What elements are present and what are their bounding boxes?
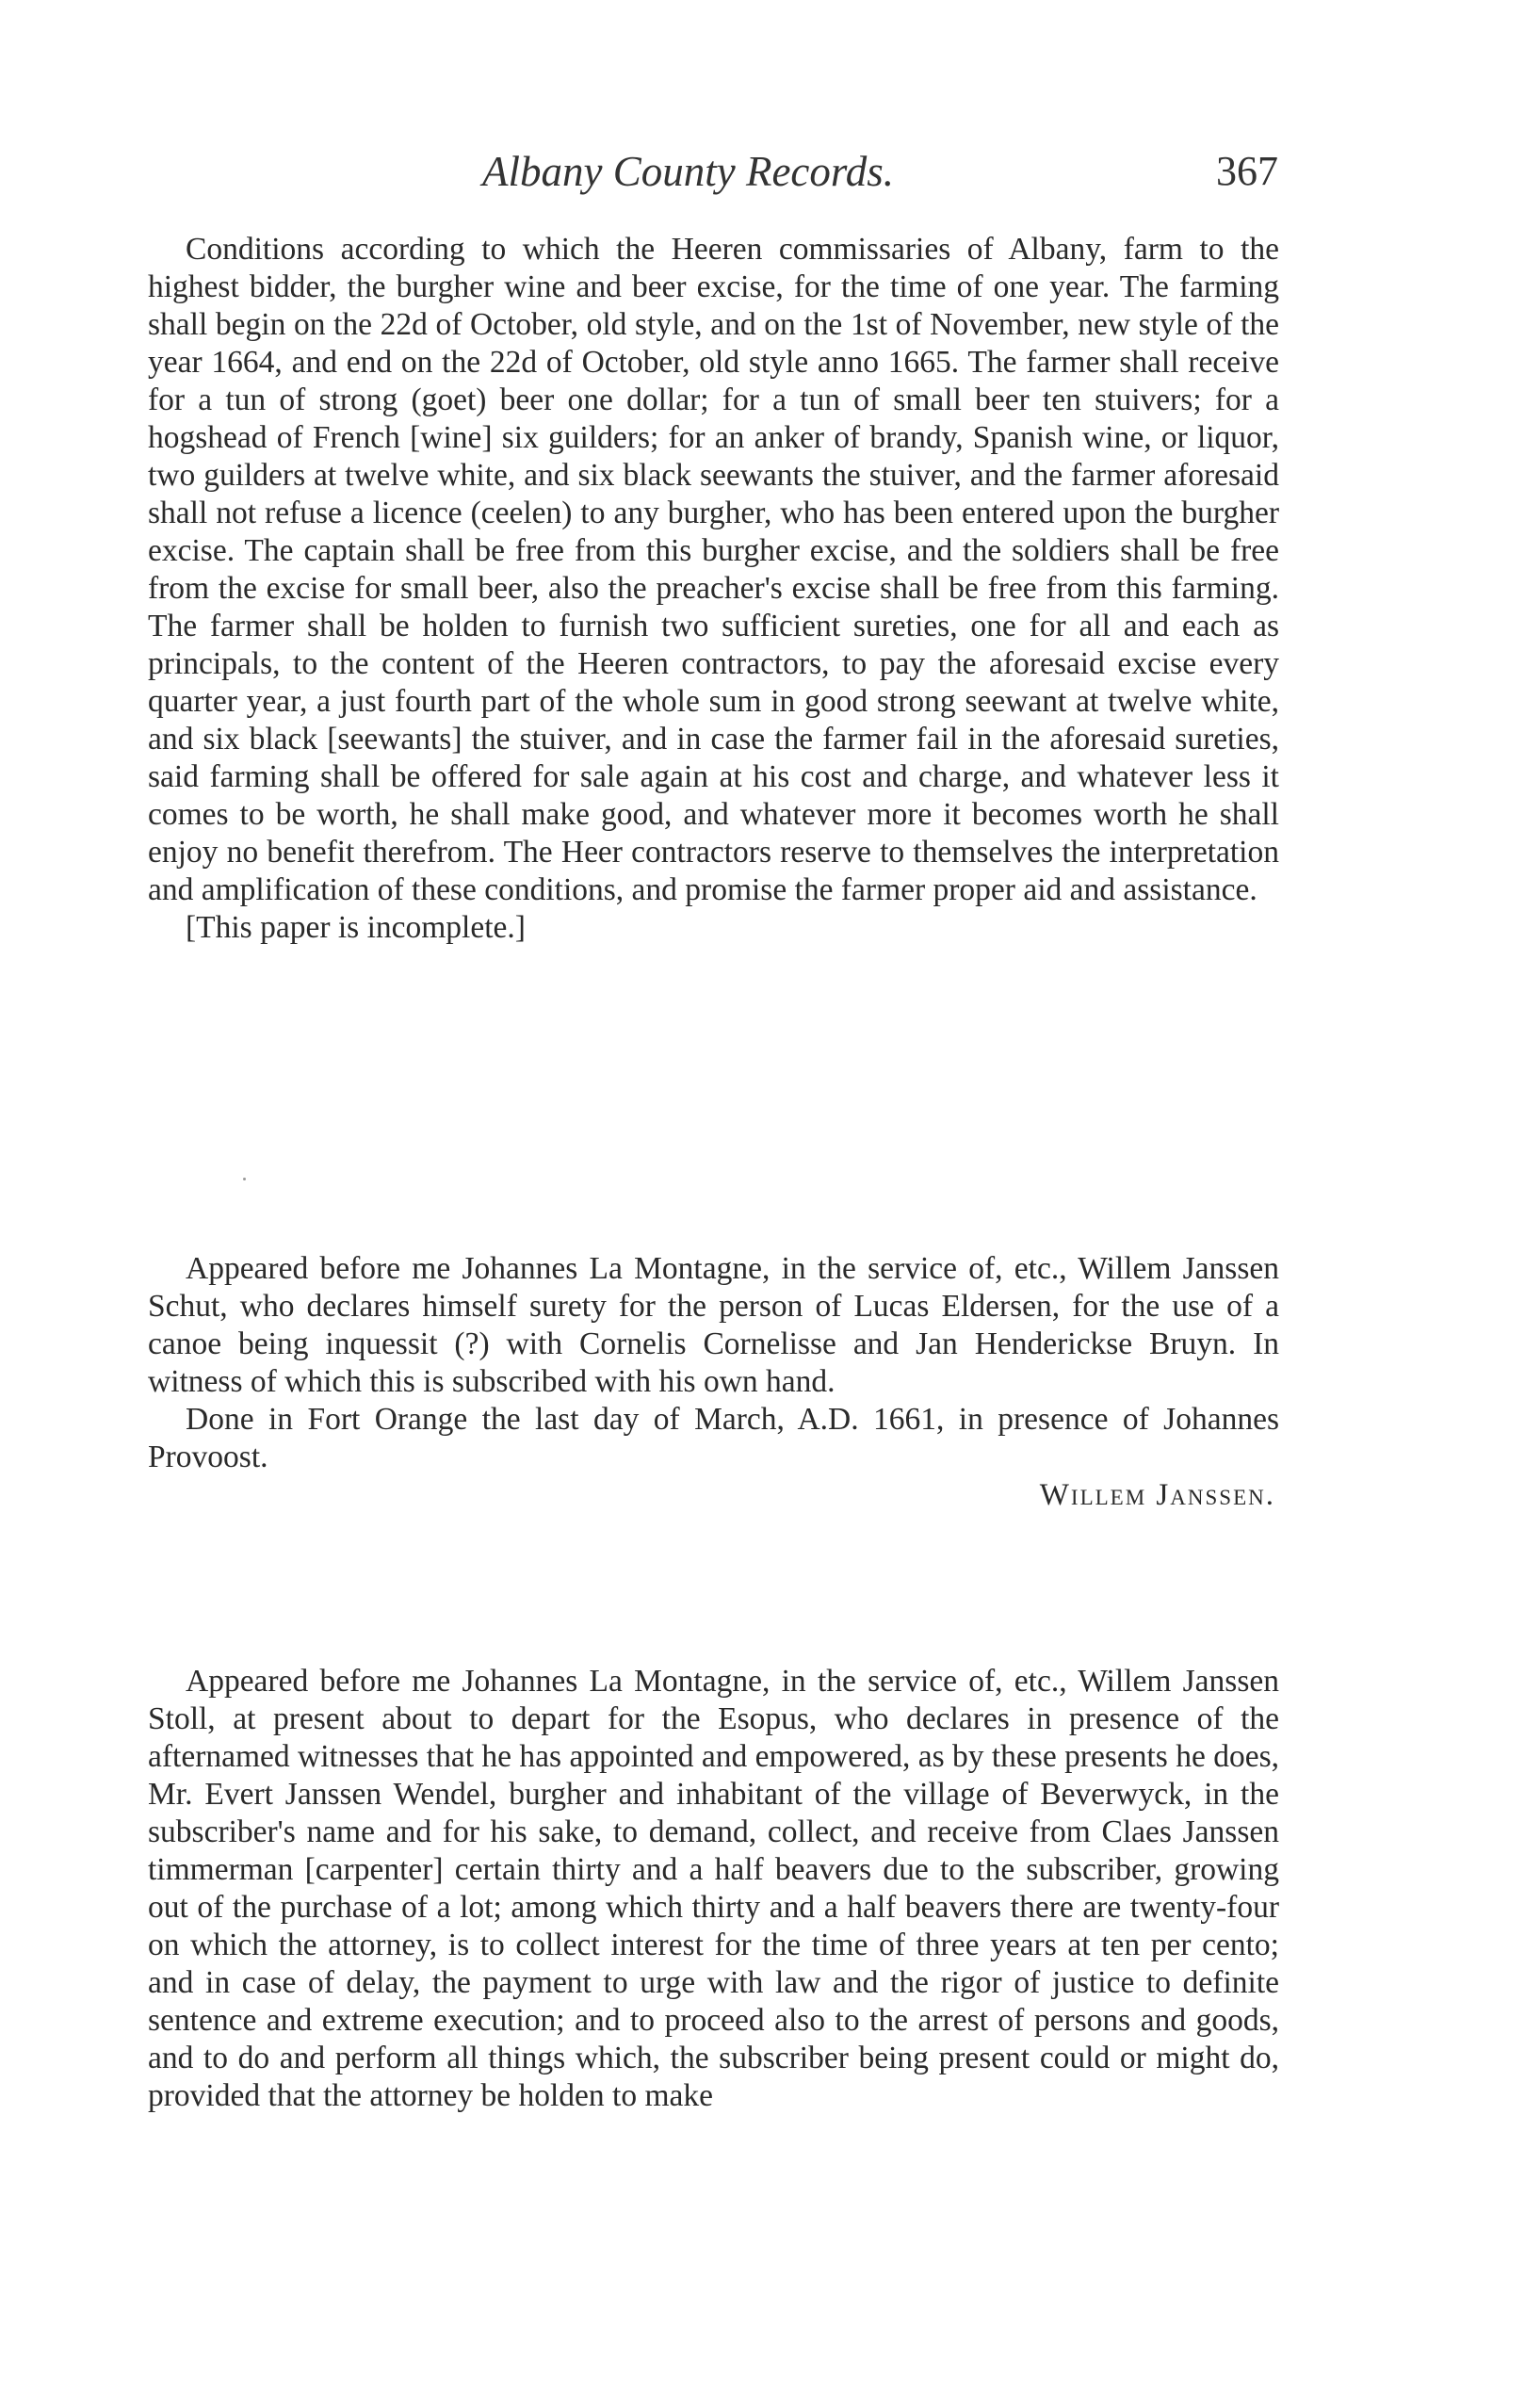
incomplete-note: [This paper is incomplete.] [186,910,526,945]
conditions-section [148,231,1279,947]
conditions-paragraph: Conditions according to which the Heeren commissaries of Albany, farm to the highest bidder, the burgher wine and beer excise, for the time of one year. The farming shall begin on the 22d of October, old style, and on the 1st of November, new style of the year 1664, and end on the 22d of October, old style anno 1665. The farmer shall receive for a tun of strong (goet) beer one dollar; for a tun of small beer ten stuivers; for a hogshead of French [wine] six guilders; for an anker of brandy, Spanish wine, or liquor, two guilders at twelve white, and six black seewants the stuiver, and the farmer aforesaid shall not refuse a licence (ceelen) to any burgher, who has been entered upon the burgher excise. The captain shall be free from this burgher excise, and the soldiers shall be free from the excise for small beer, also the preacher's excise shall be free from this farming. The farmer shall be holden to furnish two sufficient sureties, one for all and each as principals, to the content of the Heeren contractors, to pay the aforesaid excise every quarter year, a just fourth part of the whole sum in good strong seewant at twelve white, and six black [seewants] the stuiver, and in case the farmer fail in the aforesaid sureties, said farming shall be offered for sale again at his cost and charge, and whatever less it comes to be worth, he shall make good, and whatever more it becomes worth he shall enjoy no benefit therefrom. The Heer contractors reserve to themselves the interpretation and amplification of these conditions, and promise the farmer proper aid and assistance. [148,232,1279,907]
signature-willem-janssen: Willem Janssen. [1039,1478,1275,1512]
power-of-attorney-section [148,1663,1279,2115]
page-number: 367 [1216,148,1278,194]
power-of-attorney-paragraph: Appeared before me Johannes La Montagne, in the service of, etc., Willem Janssen Stoll, at present about to depart for the Esopus, who declares in presence of the afternamed witnesses that he has appointed and empowered, as by these presents he does, Mr. Evert Janssen Wendel, burgher and inhabitant of the village of Beverwyck, in the subscriber's name and for his sake, to demand, collect, and receive from Claes Janssen timmerman [carpenter] certain thirty and a half beavers due to the subscriber, growing out of the purchase of a lot; among which thirty and a half beavers there are twenty-four on which the attorney, is to collect interest for the time of three years at ten per cento; and in case of delay, the payment to urge with law and the rigor of justice to definite sentence and extreme execution; and to proceed also to the arrest of persons and goods, and to do and perform all things which, the subscriber being present could or might do, provided that the attorney be holden to make [148,1664,1279,2113]
paper-speck [243,1178,246,1180]
running-title: Albany County Records. [482,148,894,195]
surety-paragraph: Appeared before me Johannes La Montagne, in the service of, etc., Willem Janssen Schut, who declares himself surety for the person of Lucas Eldersen, for the use of a canoe being inquessit (?) with Cornelis Cornelisse and Jan Henderickse Bruyn. In witness of which this is subscribed with his own hand. [148,1251,1279,1399]
surety-done-line: Done in Fort Orange the last day of March, A.D. 1661, in presence of Johannes Provoost. [148,1402,1279,1474]
page-header [148,141,1278,198]
surety-section [148,1250,1279,1514]
